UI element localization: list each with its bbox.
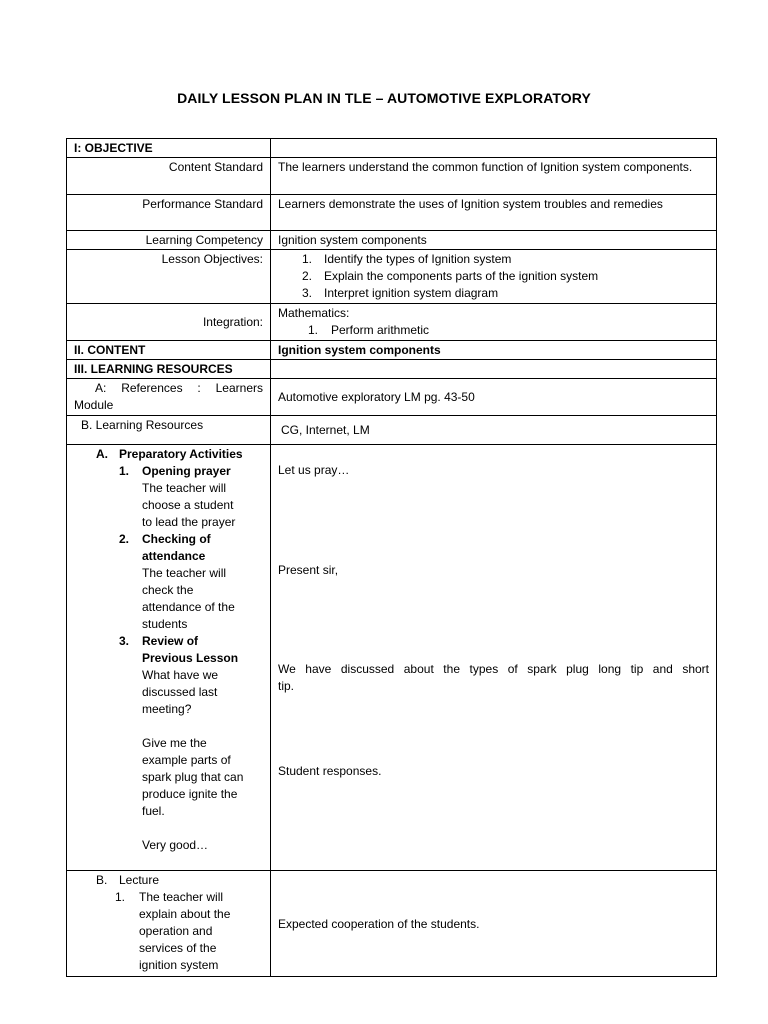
lecture-response: Expected cooperation of the students. bbox=[271, 871, 717, 977]
spacer bbox=[74, 718, 263, 735]
learning-competency-row bbox=[67, 231, 717, 250]
learning-resources-value: CG, Internet, LM bbox=[271, 416, 717, 445]
list-item: 2. Explain the components parts of the ignition system bbox=[302, 269, 599, 283]
list-item: 3. Interpret ignition system diagram bbox=[302, 286, 499, 300]
lecture-row bbox=[67, 871, 717, 977]
objective-heading: I: OBJECTIVE bbox=[67, 139, 271, 158]
performance-standard-row bbox=[67, 195, 717, 231]
integration-subject: Mathematics: bbox=[278, 306, 350, 320]
response-attendance: Present sir, bbox=[278, 563, 339, 577]
content-standard-label: Content Standard bbox=[67, 158, 271, 195]
content-standard-row bbox=[67, 158, 717, 195]
learning-resources-label: B. Learning Resources bbox=[67, 416, 271, 445]
lecture-item-line: services of the bbox=[139, 941, 217, 955]
performance-standard-label: Performance Standard bbox=[67, 195, 271, 231]
responses-cell bbox=[271, 445, 717, 871]
learning-competency-label: Learning Competency bbox=[67, 231, 271, 250]
list-item: 1. Identify the types of Ignition system bbox=[302, 252, 512, 266]
prep-extra-line: spark plug that can bbox=[142, 770, 244, 784]
prep-extra-line: fuel. bbox=[142, 804, 165, 818]
objective-heading-row bbox=[67, 139, 717, 158]
prep-item-2-line: students bbox=[142, 617, 188, 631]
empty-cell bbox=[271, 360, 717, 379]
spacer bbox=[74, 820, 263, 837]
lesson-plan-table bbox=[66, 138, 717, 977]
prep-item-2-line: attendance of the bbox=[142, 600, 235, 614]
prep-item-2-line: check the bbox=[142, 583, 194, 597]
references-row bbox=[67, 379, 717, 416]
prep-item-1-line: to lead the prayer bbox=[142, 515, 236, 529]
lecture-cell bbox=[67, 871, 271, 977]
prep-item-2-title: 2. Checking of bbox=[119, 532, 211, 546]
prep-item-3-line: meeting? bbox=[142, 702, 192, 716]
prep-extra-line: produce ignite the bbox=[142, 787, 238, 801]
empty-cell bbox=[271, 139, 717, 158]
prep-item-3-title-line: Previous Lesson bbox=[142, 651, 239, 665]
references-value: Automotive exploratory LM pg. 43-50 bbox=[271, 379, 717, 416]
response-students: Student responses. bbox=[278, 764, 382, 778]
resources-heading: III. LEARNING RESOURCES bbox=[67, 360, 271, 379]
lesson-objectives-list bbox=[278, 251, 709, 302]
prep-item-3-line: What have we bbox=[142, 668, 219, 682]
integration-row bbox=[67, 304, 717, 341]
lecture-item-line: explain about the bbox=[139, 907, 231, 921]
lesson-objectives-label: Lesson Objectives: bbox=[67, 250, 271, 304]
preparatory-row bbox=[67, 445, 717, 871]
preparatory-heading: A. Preparatory Activities bbox=[96, 447, 243, 461]
references-label: A: References : Learners Module bbox=[67, 379, 271, 416]
response-prayer: Let us pray… bbox=[278, 463, 350, 477]
prep-item-2-title-line: attendance bbox=[142, 549, 206, 563]
prep-item-1-title: 1. Opening prayer bbox=[119, 464, 231, 478]
lecture-item-line: operation and bbox=[139, 924, 213, 938]
content-standard-value: The learners understand the common function of Ignition system components. bbox=[271, 158, 717, 195]
prep-extra-line: Give me the bbox=[142, 736, 207, 750]
learning-resources-row bbox=[67, 416, 717, 445]
page-title: DAILY LESSON PLAN IN TLE – AUTOMOTIVE EXPLORATORY bbox=[177, 90, 591, 106]
prep-item-3-title: 3. Review of bbox=[119, 634, 199, 648]
response-review: We have discussed about the types of spark plug long tip and short tip. bbox=[278, 662, 709, 693]
prep-closing: Very good… bbox=[142, 838, 209, 852]
content-value: Ignition system components bbox=[271, 341, 717, 360]
lecture-item: 1. The teacher will bbox=[115, 890, 224, 904]
prep-item-2-line: The teacher will bbox=[142, 566, 227, 580]
lesson-objectives-row bbox=[67, 250, 717, 304]
content-row bbox=[67, 341, 717, 360]
resources-heading-row bbox=[67, 360, 717, 379]
integration-label: Integration: bbox=[67, 304, 271, 341]
integration-cell bbox=[271, 304, 717, 341]
prep-extra-line: example parts of bbox=[142, 753, 231, 767]
performance-standard-value: Learners demonstrate the uses of Ignition system troubles and remedies bbox=[271, 195, 717, 231]
prep-item-1-line: choose a student bbox=[142, 498, 234, 512]
preparatory-cell bbox=[67, 445, 271, 871]
prep-item-3-line: discussed last bbox=[142, 685, 218, 699]
lecture-item-line: ignition system bbox=[139, 958, 219, 972]
learning-competency-value: Ignition system components bbox=[271, 231, 717, 250]
lecture-heading: B. Lecture bbox=[96, 873, 160, 887]
integration-item: 1. Perform arithmetic bbox=[308, 323, 430, 337]
lesson-objectives-list-cell bbox=[271, 250, 717, 304]
content-heading: II. CONTENT bbox=[67, 341, 271, 360]
prep-item-1-line: The teacher will bbox=[142, 481, 227, 495]
